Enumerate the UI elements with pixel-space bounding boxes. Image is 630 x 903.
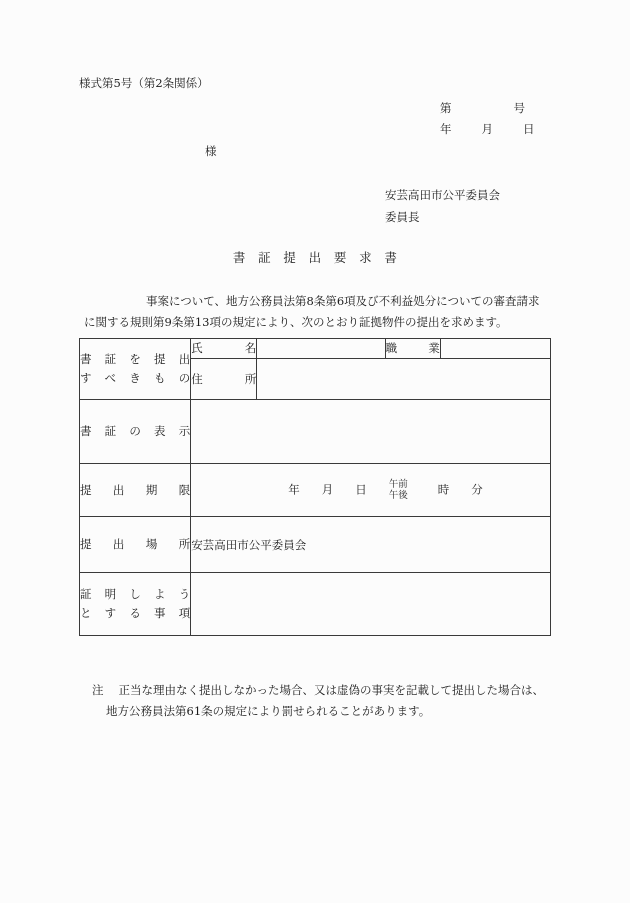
row-label-deadline: 提出期限 xyxy=(80,464,191,517)
table-row xyxy=(80,400,551,464)
issuer-title: 委員長 xyxy=(385,210,420,224)
body-paragraph-line-1: 事案について、地方公務員法第8条第6項及び不利益処分についての審査請求 xyxy=(146,294,540,308)
field-value-matters-to-prove[interactable] xyxy=(191,573,551,636)
deadline-pm-label: 午後 xyxy=(388,490,408,501)
field-value-occupation[interactable] xyxy=(440,339,550,359)
footnote-line-2: 地方公務員法第61条の規定により罰せられることがあります。 xyxy=(106,704,431,718)
recipient-honorific: 様 xyxy=(205,144,217,158)
row-label-submission-place: 提出場所 xyxy=(80,517,191,573)
body-paragraph-line-2: に関する規則第9条第13項の規定により、次のとおり証拠物件の提出を求めます。 xyxy=(84,315,508,329)
table-row xyxy=(80,339,551,359)
deadline-month-label: 月 xyxy=(321,482,334,496)
footnote-line-1 xyxy=(92,680,562,701)
footnote-text-1: 正当な理由なく提出しなかった場合、又は虚偽の事実を記載して提出した場合は、 xyxy=(118,683,544,697)
field-label-address: 住所 xyxy=(191,359,257,400)
field-value-deadline[interactable] xyxy=(191,464,551,517)
evidence-request-table xyxy=(79,338,551,636)
deadline-am-label: 午前 xyxy=(388,478,408,490)
document-meta-block xyxy=(440,98,535,140)
document-date-row xyxy=(440,119,535,140)
form-number: 様式第5号（第2条関係） xyxy=(79,76,209,90)
field-value-evidence-description[interactable] xyxy=(191,400,551,464)
field-value-address[interactable] xyxy=(257,359,551,400)
row-label-evidence-description: 書証の表示 xyxy=(80,400,191,464)
footnote xyxy=(92,680,562,722)
deadline-hour-label: 時 xyxy=(437,482,450,496)
deadline-day-label: 日 xyxy=(355,482,367,496)
page-title xyxy=(0,248,630,266)
row-label-submitter xyxy=(80,339,191,400)
date-day-label: 日 xyxy=(523,122,535,136)
date-month-label: 月 xyxy=(481,122,493,136)
page-title-text: 書 証 提 出 要 求 書 xyxy=(232,250,398,265)
deadline-inline-row xyxy=(191,479,550,502)
table-row xyxy=(80,517,551,573)
field-label-occupation: 職業 xyxy=(385,339,440,359)
issuer-block xyxy=(385,184,500,228)
table-row xyxy=(80,464,551,517)
document-number-row xyxy=(440,98,535,119)
field-value-submission-place[interactable]: 安芸高田市公平委員会 xyxy=(191,517,551,573)
row-label-matters-to-prove xyxy=(80,573,191,636)
issuer-organization: 安芸高田市公平委員会 xyxy=(385,188,500,202)
document-number-label: 第 xyxy=(440,101,452,115)
table-row xyxy=(80,573,551,636)
row-label-submitter-line-1: 書証を提出 xyxy=(80,352,191,366)
date-year-label: 年 xyxy=(440,122,452,136)
deadline-year-label: 年 xyxy=(288,482,300,496)
deadline-ampm-selector[interactable] xyxy=(389,479,408,502)
row-label-matters-to-prove-line-2: とする事項 xyxy=(80,606,191,620)
footnote-marker: 注 xyxy=(92,683,104,697)
document-number-unit: 号 xyxy=(513,101,525,115)
field-label-name: 氏名 xyxy=(191,339,257,359)
field-value-name[interactable] xyxy=(257,339,385,359)
row-label-matters-to-prove-line-1: 証明しよう xyxy=(80,587,191,601)
body-paragraph xyxy=(84,291,556,333)
deadline-minute-label: 分 xyxy=(471,482,483,496)
row-label-submitter-line-2: すべきもの xyxy=(80,371,191,385)
